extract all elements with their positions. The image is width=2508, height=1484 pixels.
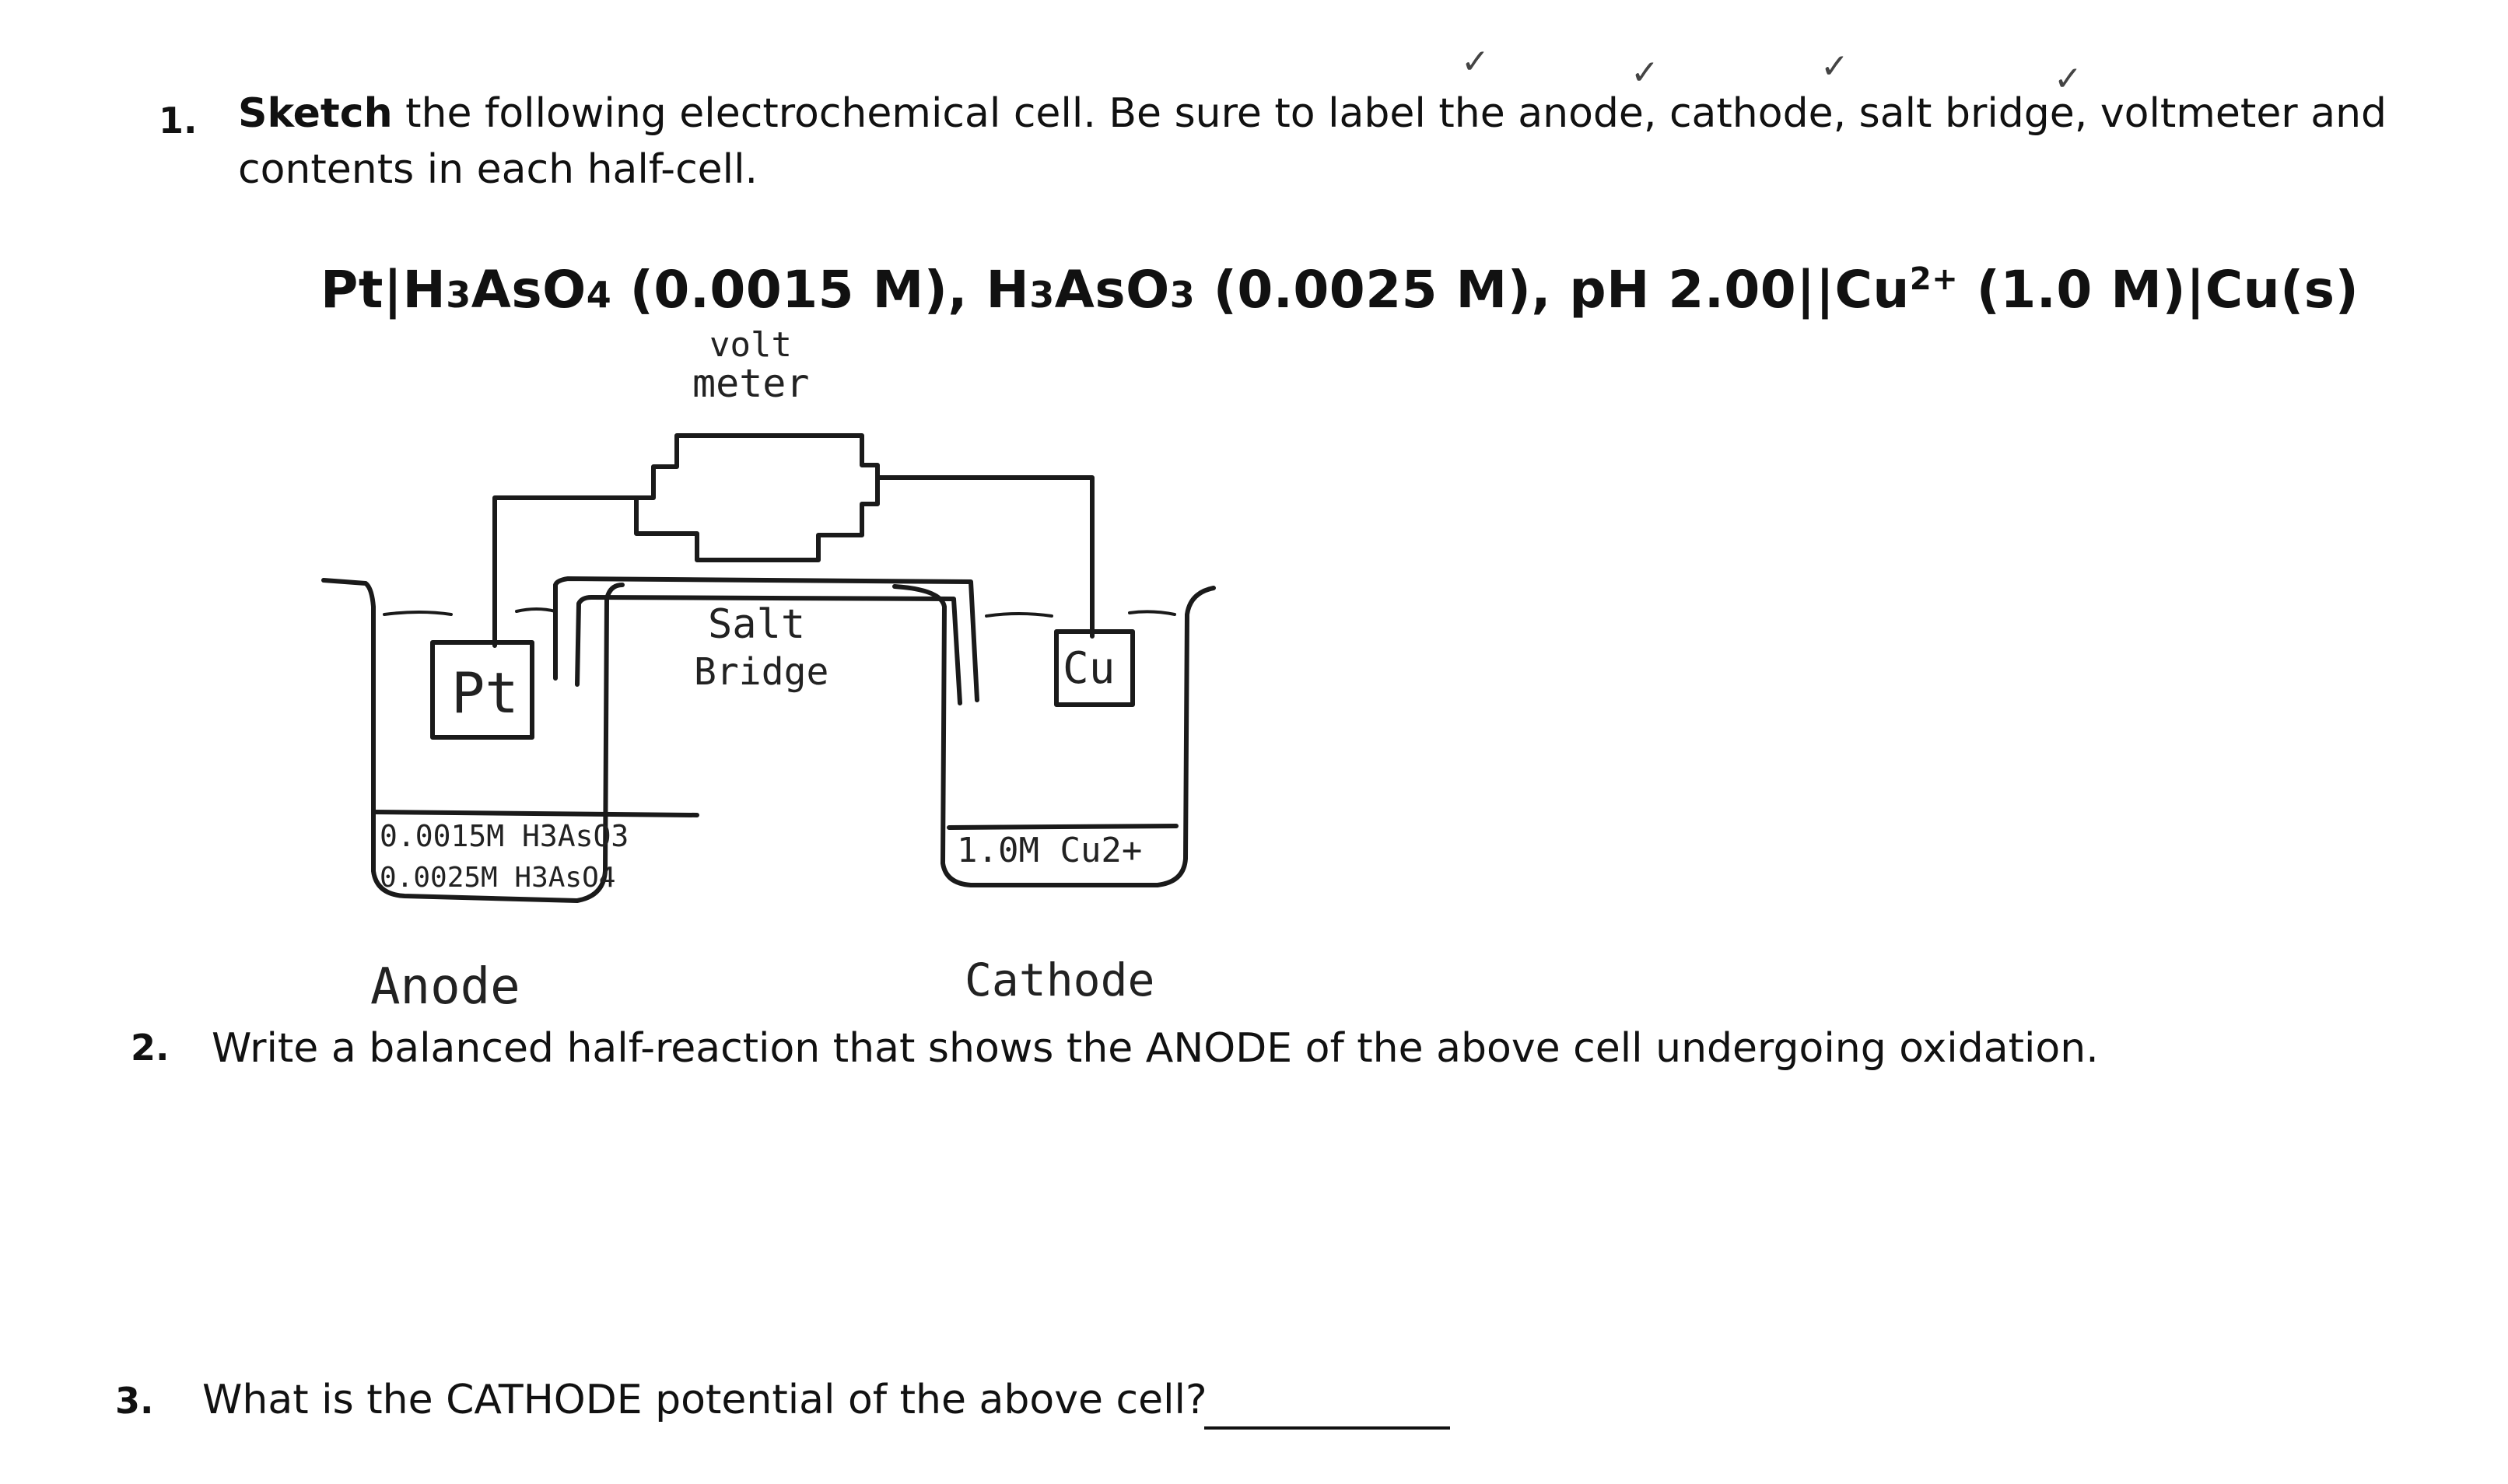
pt-electrode-label: Pt [451, 660, 519, 726]
cu-electrode-label: Cu [1063, 643, 1116, 694]
cell-notation-subscript: 4 [586, 274, 612, 316]
salt-bridge-label: Salt [708, 601, 806, 648]
q2-number: 2. [131, 1027, 170, 1069]
cathode-contents-box [949, 826, 1176, 828]
cathode-label: Cathode [965, 954, 1155, 1006]
voltmeter-box [636, 436, 877, 560]
cell-notation-part: (0.0025 M), pH 2.00||Cu [1195, 260, 1910, 320]
anode-contents-line2: 0.0025M H3AsO4 [380, 862, 616, 894]
wire-to-pt [495, 498, 636, 646]
cell-notation-part: AsO [1054, 260, 1170, 320]
checkmark-icon: ✓ [2054, 59, 2082, 99]
q2-text: Write a balanced half-reaction that shows the ANODE of the above cell undergoing oxidation. [212, 1025, 2099, 1072]
checkmark-icon: ✓ [1461, 42, 1490, 82]
cell-notation-superscript: 2+ [1909, 261, 1959, 297]
answer-blank-line[interactable] [1204, 1426, 1450, 1430]
anode-liquid-surface [384, 612, 451, 614]
cell-notation-part: AsO [471, 260, 587, 320]
anode-liquid-surface [517, 609, 555, 611]
anode-contents-box [373, 812, 697, 815]
anode-label: Anode [370, 958, 520, 1016]
q1-line2: contents in each half-cell. [238, 146, 758, 193]
q3-text: What is the CATHODE potential of the above cell? [202, 1377, 1207, 1423]
cathode-liquid-surface [986, 614, 1052, 616]
cathode-liquid-surface [1130, 611, 1175, 614]
salt-bridge-label: Bridge [694, 650, 829, 694]
cell-notation-subscript: 3 [446, 274, 471, 316]
cell-notation-subscript: 3 [1169, 274, 1196, 316]
q1-number: 1. [159, 100, 198, 142]
voltmeter-label: meter [692, 361, 810, 406]
cell-notation-part: (1.0 M)|Cu(s) [1958, 260, 2359, 320]
cell-notation-subscript: 3 [1029, 274, 1055, 316]
checkmark-icon: ✓ [1631, 53, 1659, 93]
voltmeter-label: volt [709, 325, 792, 365]
wire-to-cu [877, 478, 1092, 636]
q1-bold-word: Sketch [238, 90, 393, 137]
checkmark-icon: ✓ [1820, 47, 1849, 86]
cell-notation-part: (0.0015 M), H [611, 260, 1030, 320]
anode-contents-line1: 0.0015M H3AsO3 [380, 819, 629, 853]
q3-number: 3. [115, 1380, 154, 1422]
cathode-contents-label: 1.0M Cu2+ [957, 831, 1143, 870]
q1-line1-rest: the following electrochemical cell. Be sure to label the anode, cathode, salt bridge, voltmeter and [392, 90, 2387, 137]
cell-notation-part: Pt|H [321, 260, 447, 320]
